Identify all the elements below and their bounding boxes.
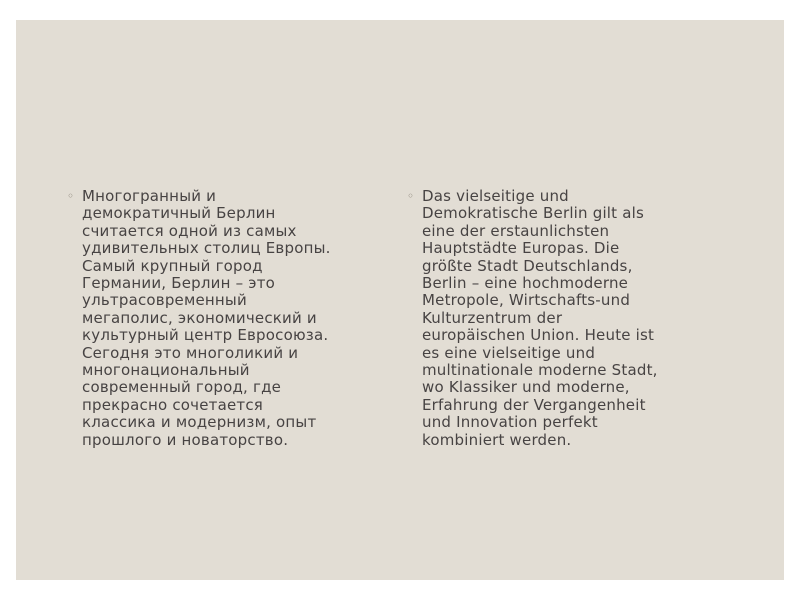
left-bullet-icon: ◦ — [67, 189, 75, 203]
right-bullet-icon: ◦ — [407, 189, 415, 203]
right-paragraph-german: Das vielseitige und Demokratische Berlin gilt als eine der erstaunlichsten Hauptstädte Europas. Die größte Stadt Deutschlands, Berlin – eine hochmoderne Metropole, Wirtschafts-und Kulturzentrum der europäischen Union. Heute ist es eine vielseitige und multinationale moderne Stadt, wo Klassiker und moderne, Erfahrung der Vergangenheit und Innovation perfekt kombiniert werden. — [422, 187, 658, 449]
left-text-column — [67, 187, 382, 449]
slide — [16, 20, 784, 580]
right-text-column — [407, 187, 722, 449]
left-paragraph-russian: Многогранный и демократичный Берлин считается одной из самых удивительных столиц Европы. Самый крупный город Германии, Берлин – это ультрасовременный мегаполис, экономический и культурный центр Евросоюза. Сегодня это многоликий и многонациональный современный город, где прекрасно сочетается классика и модернизм, опыт прошлого и новаторство. — [82, 187, 331, 449]
